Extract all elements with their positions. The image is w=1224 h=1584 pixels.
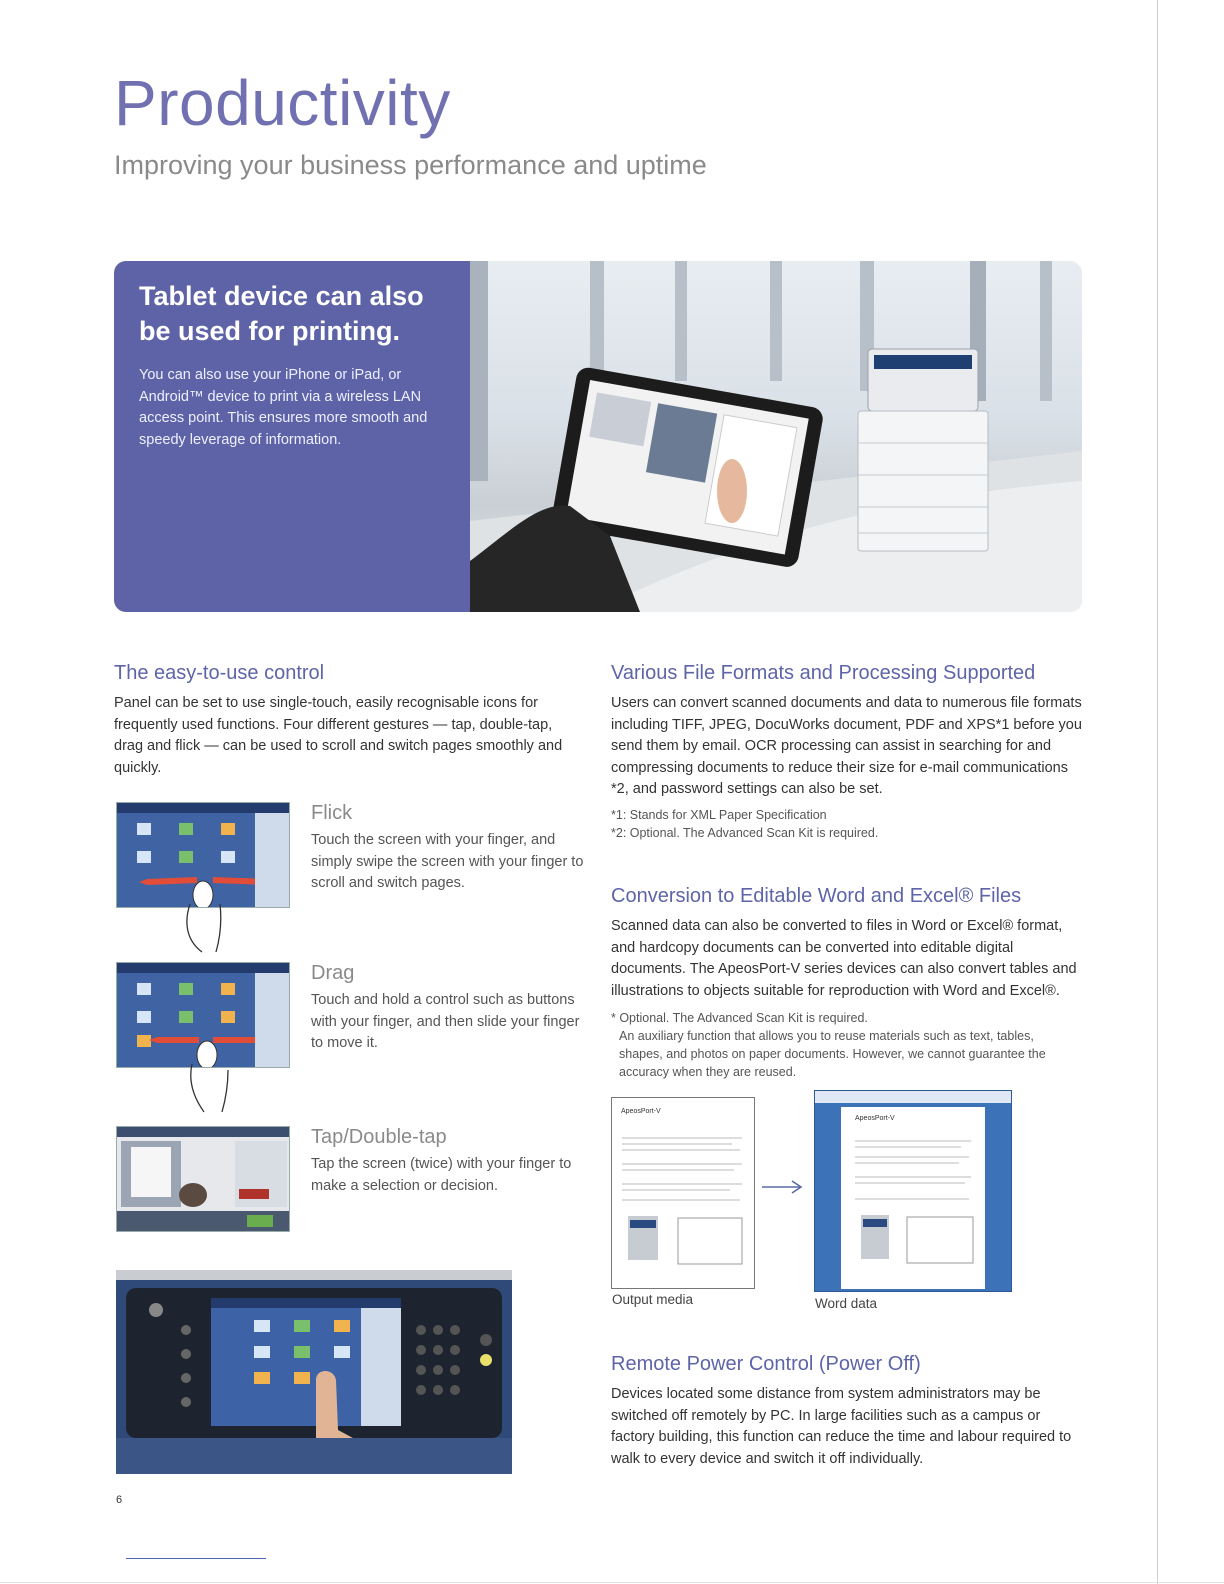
- conversion-note-1: * Optional. The Advanced Scan Kit is required.: [611, 1011, 868, 1025]
- tablet-printing-illustration: [470, 261, 1082, 612]
- panel-sidebar: [255, 973, 289, 1067]
- word-data-window: [814, 1090, 1012, 1292]
- conversion-heading: Conversion to Editable Word and Excel® Files: [611, 885, 1022, 907]
- tap-gesture-icon: [117, 1127, 289, 1231]
- drag-finger-icon: [186, 1064, 236, 1114]
- output-doc-illustration: [612, 1098, 754, 1288]
- output-media-document: [611, 1097, 755, 1289]
- arrow-right-icon: [760, 1179, 804, 1195]
- panel-sidebar: [255, 813, 289, 907]
- gesture-flick-title: Flick: [311, 802, 353, 824]
- page-number: 6: [116, 1494, 123, 1506]
- control-panel-photo: [116, 1270, 512, 1474]
- word-ribbon: [815, 1091, 1011, 1103]
- file-formats-note-1: *1: Stands for XML Paper Specification: [611, 808, 827, 822]
- flick-panel-image: [116, 802, 290, 908]
- gesture-drag-text: Touch and hold a control such as buttons with your finger, and then slide your finger to move it.: [311, 992, 580, 1051]
- panel-topbar: [117, 803, 289, 813]
- page-subtitle: Improving your business performance and uptime: [114, 150, 707, 180]
- hero-text-panel: [114, 261, 470, 612]
- word-data-caption: Word data: [815, 1296, 878, 1311]
- output-doc-title: ApeosPort-V: [621, 1108, 661, 1115]
- bottom-rule: [0, 1582, 1224, 1583]
- file-formats-note-2: *2: Optional. The Advanced Scan Kit is required.: [611, 826, 879, 840]
- tablet-printing-photo: [470, 261, 1082, 612]
- word-page-illustration: [841, 1107, 985, 1289]
- gesture-tap-text: Tap the screen (twice) with your finger to make a selection or decision.: [311, 1156, 572, 1194]
- gesture-drag-title: Drag: [311, 962, 355, 984]
- output-media-caption: Output media: [612, 1292, 694, 1307]
- hero-title: Tablet device can also be used for printing.: [139, 281, 424, 346]
- control-panel-illustration: [116, 1270, 512, 1474]
- panel-topbar: [117, 963, 289, 973]
- easy-control-intro: Panel can be set to use single-touch, easily recognisable icons for frequently used functions. Four different gestures — tap, double-tap, drag and flick — can be used to scroll and switch pages smoothly and quickly.: [114, 695, 563, 776]
- file-formats-heading: Various File Formats and Processing Supported: [611, 662, 1036, 684]
- conversion-text: Scanned data can also be converted to files in Word or Excel® format, and hardcopy documents can be converted into editable digital documents. The ApeosPort-V series devices can also convert tables and illustrations to objects suitable for reproduction with Word and Excel®.: [611, 918, 1077, 999]
- footer-link-line: [126, 1558, 266, 1559]
- tap-panel-image: [116, 1126, 290, 1232]
- easy-control-heading: The easy-to-use control: [114, 662, 325, 684]
- drag-panel-image: [116, 962, 290, 1068]
- gesture-flick-text: Touch the screen with your finger, and simply swipe the screen with your finger to scroll and switch pages.: [311, 832, 584, 891]
- page-edge: [1157, 0, 1158, 1584]
- word-page: [841, 1107, 985, 1289]
- hero-text: You can also use your iPhone or iPad, or Android™ device to print via a wireless LAN access point. This ensures more smooth and speedy leverage of information.: [139, 367, 428, 448]
- remote-power-heading: Remote Power Control (Power Off): [611, 1353, 921, 1375]
- hero-banner: [114, 261, 1082, 612]
- remote-power-text: Devices located some distance from system administrators may be switched off remotely by PC. In large facilities such as a campus or factory building, this function can reduce the time and labour required to walk to every device and switch it off individually.: [611, 1386, 1072, 1467]
- gesture-tap-title: Tap/Double-tap: [311, 1126, 447, 1148]
- page-title: Productivity: [114, 67, 451, 139]
- file-formats-text: Users can convert scanned documents and data to numerous file formats including TIFF, JPEG, DocuWorks document, PDF and XPS*1 before you send them by email. OCR processing can assist in searching for and compressing documents to reduce their size for e-mail communications *2, and password settings can also be set.: [611, 695, 1082, 797]
- flick-finger-icon: [180, 904, 230, 954]
- conversion-note-2: An auxiliary function that allows you to reuse materials such as text, tables, shapes, and photos on paper documents. However, we cannot guarantee the accuracy when they are reused.: [619, 1029, 1046, 1079]
- word-doc-title: ApeosPort-V: [855, 1115, 895, 1122]
